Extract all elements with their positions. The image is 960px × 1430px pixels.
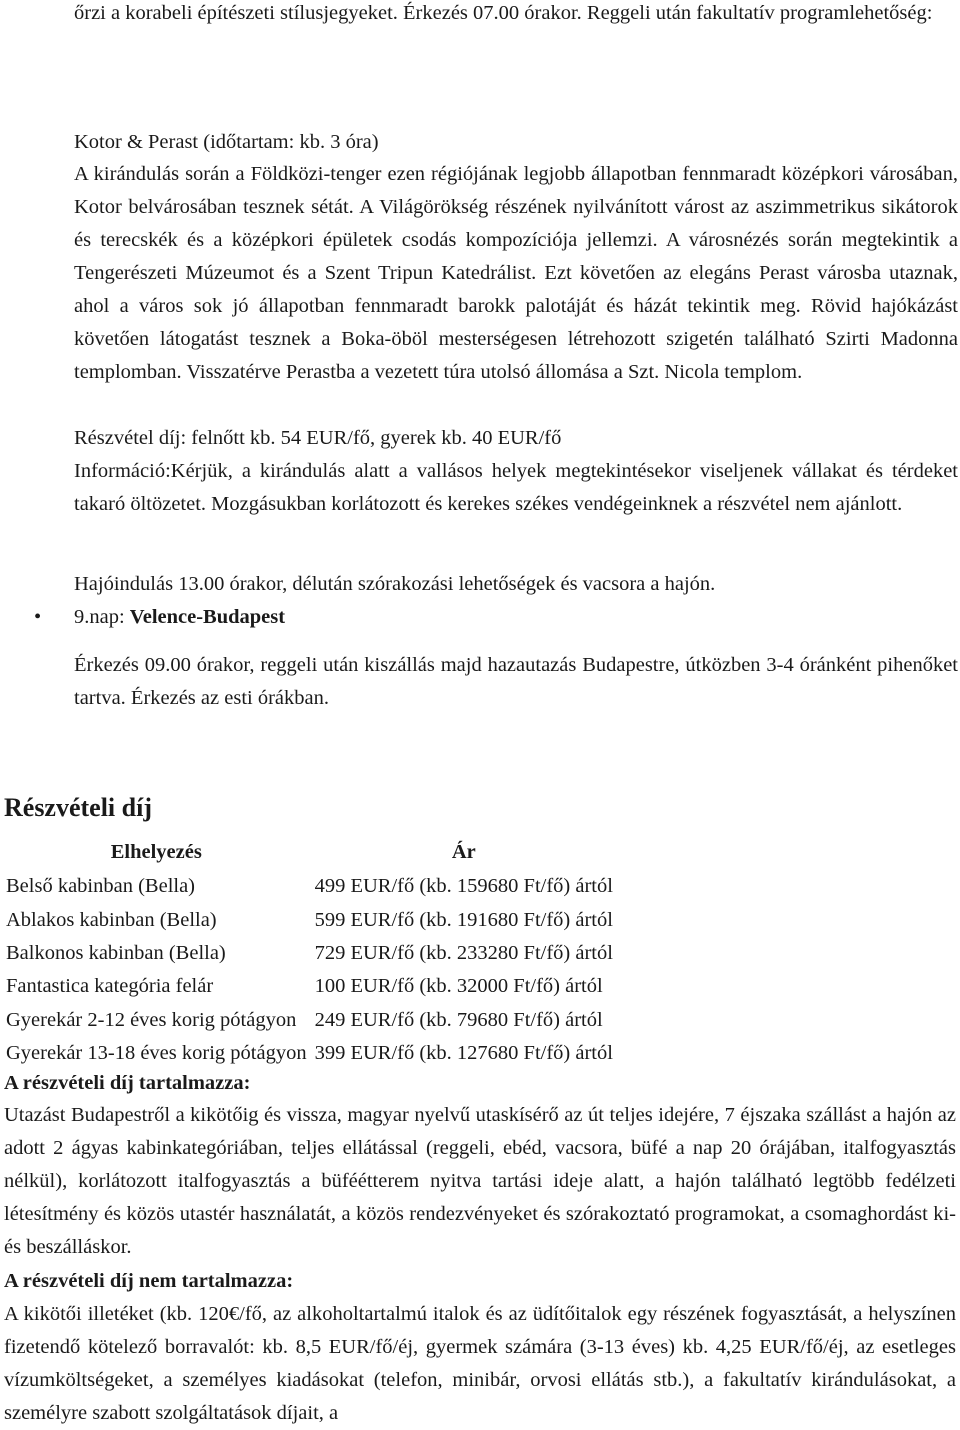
- accommodation-column-header: Elhelyezés: [110, 840, 202, 863]
- intro-paragraph: őrzi a korabeli építészeti stílusjegyeket. Érkezés 07.00 órakor. Reggeli után fakultatív programlehetőség:: [74, 2, 933, 24]
- day9-label: 9.nap:: [74, 606, 130, 628]
- kotor-excursion-title: Kotor & Perast (időtartam: kb. 3 óra): [74, 131, 379, 153]
- cabin-price: 729 EUR/fő (kb. 233280 Ft/fő) ártól: [314, 941, 613, 964]
- price-column-header: Ár: [451, 840, 476, 863]
- kotor-excursion-price: Részvétel díj: felnőtt kb. 54 EUR/fő, gyerek kb. 40 EUR/fő: [74, 427, 562, 449]
- price-row: [2, 1004, 617, 1037]
- cabin-name: Fantastica kategória felár: [6, 975, 214, 998]
- cabin-price: 599 EUR/fő (kb. 191680 Ft/fő) ártól: [314, 908, 613, 931]
- ship-departure-note: Hajóindulás 13.00 órakor, délután szórakozási lehetőségek és vacsora a hajón.: [74, 573, 716, 595]
- excludes-text: A kikötői illetéket (kb. 120€/fő, az alkoholtartalmú italok és az üdítőitalok egy részének fogyasztását, a helyszínen fizetendő kötelező borravalót: kb. 8,5 EUR/fő/éj, gyermek számára (3-13 éves) kb. 4,25 EUR/fő/éj, az esetleges vízumköltségeket, a személyes kiadásokat (telefon, minibár, orvosi ellátás stb.), a fakultatív kirándulásokat, a személyre szabott szolgáltatások díjait, a: [4, 1303, 956, 1424]
- bullet-icon: •: [34, 606, 42, 628]
- day9-title: Velence-Budapest: [129, 606, 286, 628]
- day9-description: Érkezés 09.00 órakor, reggeli után kiszállás majd hazautazás Budapestre, útközben 3-4 óránként pihenőket tartva. Érkezés az esti órákban.: [74, 654, 958, 709]
- cabin-price: 399 EUR/fő (kb. 127680 Ft/fő) ártól: [314, 1042, 613, 1065]
- fees-heading: Részvételi díj: [4, 793, 153, 822]
- kotor-excursion-info: Információ:Kérjük, a kirándulás alatt a vallásos helyek megtekintésekor viseljenek vállakat és térdeket takaró öltözetet. Mozgásukban korlátozott és kerekes székes vendégeinknek a részvétel nem ajánlott.: [74, 460, 958, 515]
- cabin-name: Gyerekár 13-18 éves korig pótágyon: [6, 1042, 307, 1065]
- excludes-label: A részvételi díj nem tartalmazza:: [4, 1270, 294, 1292]
- includes-label: A részvételi díj tartalmazza:: [4, 1072, 251, 1094]
- cabin-price: 499 EUR/fő (kb. 159680 Ft/fő) ártól: [314, 875, 613, 898]
- cabin-price: 249 EUR/fő (kb. 79680 Ft/fő) ártól: [314, 1008, 603, 1031]
- cabin-name: Balkonos kabinban (Bella): [6, 941, 226, 964]
- price-row: [2, 970, 617, 1003]
- price-table-header: [2, 834, 617, 870]
- price-row: [2, 937, 617, 970]
- price-row: [2, 903, 617, 936]
- cabin-name: Ablakos kabinban (Bella): [6, 908, 217, 931]
- price-row: [2, 1037, 617, 1070]
- cabin-price: 100 EUR/fő (kb. 32000 Ft/fő) ártól: [314, 975, 603, 998]
- includes-text: Utazást Budapestről a kikötőig és vissza, magyar nyelvű utaskísérő az út teljes idejére, 7 éjszaka szállást a hajón az adott 2 ágyas kabinkategóriában, teljes ellátással (reggeli, ebéd, vacsora, büfé a nap 20 órájában, italfogyasztás nélkül), korlátozott italfogyasztás a büféétterem nyitva tartási ideje alatt, a hajón található legtöbb fedélzeti létesítmény és közös utastér használatát, a közös rendezvényeket és szórakoztató programokat, a csomaghordást ki-és beszálláskor.: [4, 1104, 956, 1258]
- cabin-name: Gyerekár 2-12 éves korig pótágyon: [6, 1008, 297, 1031]
- price-table: [2, 834, 617, 1070]
- kotor-excursion-description: A kirándulás során a Földközi-tenger ezen régiójának legjobb állapotban fennmaradt középkori városában, Kotor belvárosában tesznek sétát. A Világörökség részének nyilvánított várost az aszimmetrikus sikátorok és terecskék és a középkori épületek csodás kompozíciója jellemzi. A városnézés során megtekintik a Tengerészeti Múzeumot és a Szent Tripun Katedrálist. Ezt követően az elegáns Perast városba utaznak, ahol a város sok jó állapotban fennmaradt barokk palotáját és házát tekintik meg. Rövid hajókázást követően látogatást tesznek a Boka-öböl mesterségesen létrehozott szigetén található Szirti Madonna templomban. Visszatérve Perastba a vezetett túra utolsó állomása a Szt. Nicola templom.: [74, 163, 958, 383]
- price-row: [2, 870, 617, 903]
- cabin-name: Belső kabinban (Bella): [6, 875, 196, 898]
